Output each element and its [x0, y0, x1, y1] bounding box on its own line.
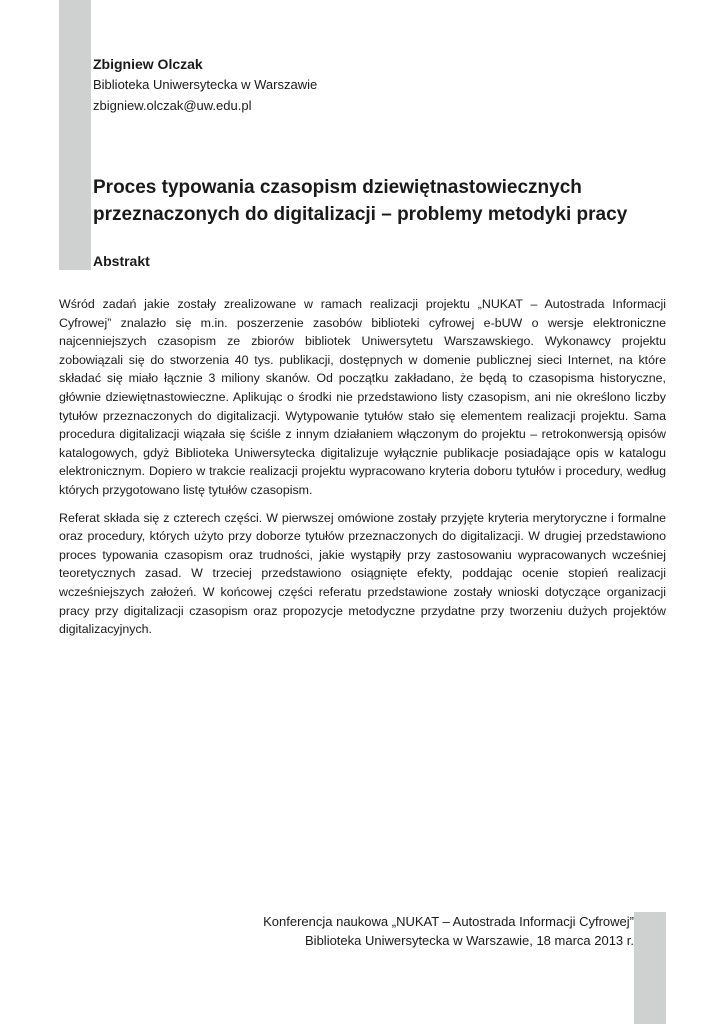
conference-footer	[263, 912, 634, 950]
author-affiliation: Biblioteka Uniwersytecka w Warszawie	[93, 77, 318, 92]
paper-title: Proces typowania czasopism dziewiętnastowiecznych przeznaczonych do digitalizacji – problemy metodyki pracy	[93, 177, 628, 225]
abstract-paragraph-1: Wśród zadań jakie zostały zrealizowane w ramach realizacji projektu „NUKAT – Autostrada Informacji Cyfrowej” znalazło się m.in. poszerzenie zasobów biblioteki cyfrowej e-bUW o wersje elektroniczne najcenniejszych czasopism ze zbiorów bibliotek Uniwersytetu Warszawskiego. Wykonawcy projektu zobowiązali się do stworzenia 40 tys. publikacji, dostępnych w domenie publicznej sieci Internet, na które składać się miało łącznie 3 miliony skanów. Od początku zakładano, że będą to czasopisma historyczne, głównie dziewiętnastowieczne. Aplikując o środki nie przedstawiono listy czasopism, ani nie określono liczby tytułów przeznaczonych do digitalizacji. Wytypowanie tytułów stało się elementem realizacji projektu. Sama procedura digitalizacji wiązała się ściśle z innym działaniem włączonym do projektu – retrokonwersją opisów katalogowych, gdyż Biblioteka Uniwersytecka digitalizuje wyłącznie publikacje posiadające opis w katalogu elektronicznym. Dopiero w trakcie realizacji projektu wypracowano kryteria doboru tytułów i procedury, według których przygotowano listę tytułów czasopism.	[59, 297, 666, 497]
footer-venue-date-line: Biblioteka Uniwersytecka w Warszawie, 18 marca 2013 r.	[305, 933, 634, 948]
author-name: Zbigniew Olczak	[93, 56, 203, 72]
author-email: zbigniew.olczak@uw.edu.pl	[93, 98, 252, 113]
author-block	[93, 54, 317, 116]
abstract-body	[59, 295, 666, 648]
decorative-side-bar-top	[59, 0, 91, 270]
abstract-paragraph-2: Referat składa się z czterech części. W pierwszej omówione zostały przyjęte kryteria merytoryczne i formalne oraz procedury, których użyto przy doborze tytułów przeznaczonych do digitalizacji. W drugiej przedstawiono proces typowania czasopism oraz trudności, jakie wystąpiły przy zastosowaniu wypracowanych wcześniej teoretycznych zasad. W trzeciej przedstawiono osiągnięte efekty, poddając ocenie stopień realizacji wcześniejszych założeń. W końcowej części referatu przedstawione zostały wnioski dotyczące organizacji pracy przy digitalizacji czasopism oraz propozycje metodyczne przydatne przy tworzeniu dużych projektów digitalizacyjnych.	[59, 510, 666, 637]
abstract-heading: Abstrakt	[93, 253, 150, 269]
decorative-side-bar-bottom	[634, 912, 666, 1024]
footer-conference-line: Konferencja naukowa „NUKAT – Autostrada Informacji Cyfrowej”	[263, 914, 634, 929]
